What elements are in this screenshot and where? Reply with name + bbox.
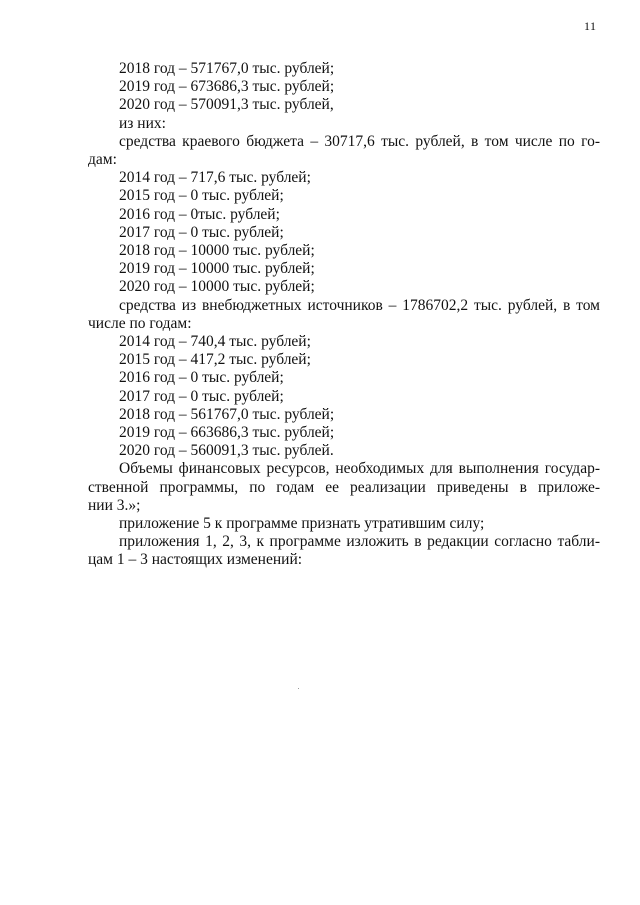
document-body [88, 60, 600, 570]
scan-speck [298, 688, 299, 689]
regional-budget-year-2014: 2014 год – 717,6 тыс. рублей; [119, 169, 311, 187]
regional-budget-year-2018: 2018 год – 10000 тыс. рублей; [119, 242, 315, 260]
funding-line-2019: 2019 год – 673686,3 тыс. рублей; [119, 78, 335, 96]
extrabudgetary-line2: числе по годам: [88, 314, 192, 332]
of-them-label: из них: [119, 114, 166, 132]
regional-budget-year-2020: 2020 год – 10000 тыс. рублей; [119, 278, 315, 296]
appendices-paragraph-line1: приложения 1, 2, 3, к программе изложить в редакции согласно табли- [119, 533, 600, 551]
regional-budget-line1: средства краевого бюджета – 30717,6 тыс. рублей, в том числе по го- [119, 132, 600, 150]
regional-budget-year-2016: 2016 год – 0тыс. рублей; [119, 205, 280, 223]
extrabudgetary-year-2019: 2019 год – 663686,3 тыс. рублей; [119, 424, 335, 442]
extrabudgetary-line1: средства из внебюджетных источников – 1786702,2 тыс. рублей, в том [119, 296, 600, 314]
extrabudgetary-year-2017: 2017 год – 0 тыс. рублей; [119, 387, 284, 405]
regional-budget-year-2015: 2015 год – 0 тыс. рублей; [119, 187, 284, 205]
funding-line-2018: 2018 год – 571767,0 тыс. рублей; [119, 60, 335, 77]
funding-line-2020: 2020 год – 570091,3 тыс. рублей, [119, 96, 334, 114]
extrabudgetary-year-2018: 2018 год – 561767,0 тыс. рублей; [119, 405, 335, 423]
volumes-paragraph-line2: ственной программы, по годам ее реализации приведены в приложе- [88, 478, 600, 496]
appendices-paragraph-line2: цам 1 – 3 настоящих изменений: [88, 551, 303, 569]
extrabudgetary-year-2016: 2016 год – 0 тыс. рублей; [119, 369, 284, 387]
regional-budget-year-2019: 2019 год – 10000 тыс. рублей; [119, 260, 315, 278]
extrabudgetary-year-2015: 2015 год – 417,2 тыс. рублей; [119, 351, 311, 369]
regional-budget-year-2017: 2017 год – 0 тыс. рублей; [119, 223, 284, 241]
regional-budget-line2: дам: [88, 151, 117, 169]
volumes-paragraph-line3: нии 3.»; [88, 496, 141, 514]
appendix5-line: приложение 5 к программе признать утратившим силу; [119, 515, 485, 533]
extrabudgetary-year-2020: 2020 год – 560091,3 тыс. рублей. [119, 442, 334, 460]
page-number: 11 [584, 19, 597, 33]
extrabudgetary-year-2014: 2014 год – 740,4 тыс. рублей; [119, 333, 311, 351]
volumes-paragraph-line1: Объемы финансовых ресурсов, необходимых для выполнения государ- [119, 460, 600, 478]
